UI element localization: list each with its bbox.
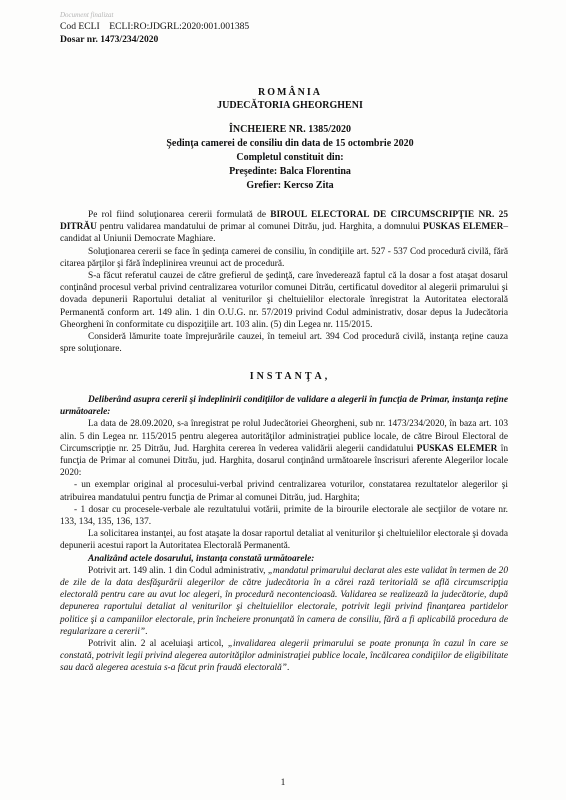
list-item: - 1 dosar cu procesele-verbale ale rezultatului votării, primite de la birourile electorale ale secţiilor de votare nr. 133, 134, 135, 136, 137. — [60, 504, 508, 528]
country-heading: ROMÂNIA — [258, 87, 322, 98]
main-paragraph — [60, 565, 508, 638]
main-paragraph — [60, 418, 508, 479]
list-item: - un exemplar original al procesului-verbal privind centralizarea voturilor, constatarea rezultatelor alegerilor şi atribuirea mandatului pentru funcţia de Primar al comunei Ditrău, jud. Harghita; — [60, 480, 508, 503]
court-heading: JUDECĂTORIA GHEORGHENI — [217, 100, 363, 111]
intro-paragraph: Soluţionarea cererii se face în şedinţa camerei de consiliu, în condiţiile art. 527 - 537 Cod procedură civilă, fără citarea părţilor şi fără îndeplinirea vreunui act de procedură. — [60, 246, 508, 269]
deliberation-heading: Deliberând asupra cererii şi îndeplinirii condiţiilor de validare a alegerii în funcţia de Primar, instanţa reţine următoarele: — [60, 395, 508, 418]
watermark-text: Document finalizat — [60, 11, 114, 19]
text-run: . — [145, 626, 148, 637]
text-run: pentru validarea mandatului de primar al comunei Ditrău, jud. Harghita, a domnului — [96, 222, 424, 233]
clerk-line: Grefier: Kercso Zita — [246, 180, 334, 191]
text-run: Pe rol fiind soluţionarea cererii formulată de — [88, 210, 271, 220]
applicant-name: BIROUL ELECTORAL DE CIRCUMSCRIPŢIE NR. 25 DITRĂU — [60, 210, 508, 233]
quoted-law: „mandatul primarului declarat ales este validat în termen de 20 de zile de la data desfăşurării alegerilor de către judecătoria în a cărei rază teritorială se află circumscripţia electorală pentru care au avut loc alegeri, în procedură necontencioasă. Validarea se realizează la judecătorie, după depunerea raportului detaliat al veniturilor şi cheltuielilor electorale, potrivit legii privind finanţarea partidelor politice şi a campaniilor electorale, prin încheiere pronunţată în camera de consiliu, fără a fi aplicabilă procedura de regularizare a cererii” — [60, 565, 508, 637]
text-run: Potrivit art. 149 alin. 1 din Codul administrativ, — [88, 565, 268, 576]
text-run: în funcţia de Primar al comunei Ditrău, jud. Harghita, dosarul conţinând următoarele înscrisuri aferente Alegerilor locale 2020: — [60, 443, 509, 479]
session-line: Şedinţa camerei de consiliu din data de 15 octombrie 2020 — [166, 138, 414, 149]
text-run: La data de 28.09.2020, s-a înregistrat pe rolul Judecătoriei Gheorgheni, sub nr. 1473/234/2020, în baza art. 103 alin. 5 din Legea nr. 115/2015 pentru alegerea autorităţilor administraţiei publice locale, de către Biroul Electoral de Circumscripţie nr. 25 Ditrău, Jud. Harghita cererea în vederea validării alegerii candidatului — [60, 419, 508, 454]
panel-line: Completul constituit din: — [236, 152, 344, 163]
candidate-name: PUSKAS ELEMER — [416, 443, 498, 454]
text-run: – candidat al Uniunii Democrate Maghiare. — [60, 222, 508, 245]
section-heading-instanta: INSTANŢA, — [249, 371, 331, 382]
quoted-law: „invalidarea alegerii primarului se poate pronunţa în cazul în care se constată, potrivit legii privind alegerea autorităţilor administraţiei publice locale, încălcarea condiţiilor de eligibilitate sau dacă alegerea acestuia s-a făcut prin fraudă electorală” — [60, 639, 508, 674]
main-paragraph — [60, 638, 508, 675]
intro-paragraph: Consideră lămurite toate împrejurările cauzei, în temeiul art. 394 Cod procedură civilă, instanţa reţine cauza spre soluţionare. — [60, 332, 508, 355]
candidate-name: PUSKAS ELEMER — [423, 222, 504, 233]
intro-section — [60, 209, 508, 355]
text-run: Potrivit alin. 2 al aceluiaşi articol, — [88, 639, 228, 650]
main-section — [60, 394, 508, 675]
main-paragraph: La solicitarea instanţei, au fost ataşate la dosar raportul detaliat al veniturilor şi cheltuielilor electorale şi dovada depunerii acestui raport la Autoritatea Electorală Permanentă. — [60, 529, 508, 552]
intro-paragraph — [60, 209, 508, 246]
text-run: . — [287, 663, 290, 674]
president-line: Preşedinte: Balca Florentina — [229, 166, 351, 177]
intro-paragraph: S-a făcut referatul cauzei de către grefierul de şedinţă, care învederează faptul că la dosar a fost ataşat dosarul conţinând procesul verbal privind centralizarea voturilor comunei Ditrău, certificatul doveditor al alegerii primarului şi dovada depunerii Raportului detaliat al veniturilor şi cheltuielilor electorale înregistrat la Autoritatea electorală Permanentă conform art. 149 alin. 1 din O.U.G. nr. 57/2019 privind Codul administrativ, dosar depus la Judecătoria Gheorgheni în conformitate cu dispoziţiile art. 103 alin. (5) din Legea nr. 115/2015. — [60, 271, 508, 330]
page-number: 1 — [280, 778, 286, 788]
case-number: Dosar nr. 1473/234/2020 — [60, 34, 159, 45]
ecli-code: Cod ECLI ECLI:RO:JDGRL:2020:001.001385 — [60, 21, 250, 32]
document-title: ÎNCHEIERE NR. 1385/2020 — [229, 124, 351, 135]
analysis-heading: Analizând actele dosarului, instanţa constată următoarele: — [88, 553, 315, 564]
